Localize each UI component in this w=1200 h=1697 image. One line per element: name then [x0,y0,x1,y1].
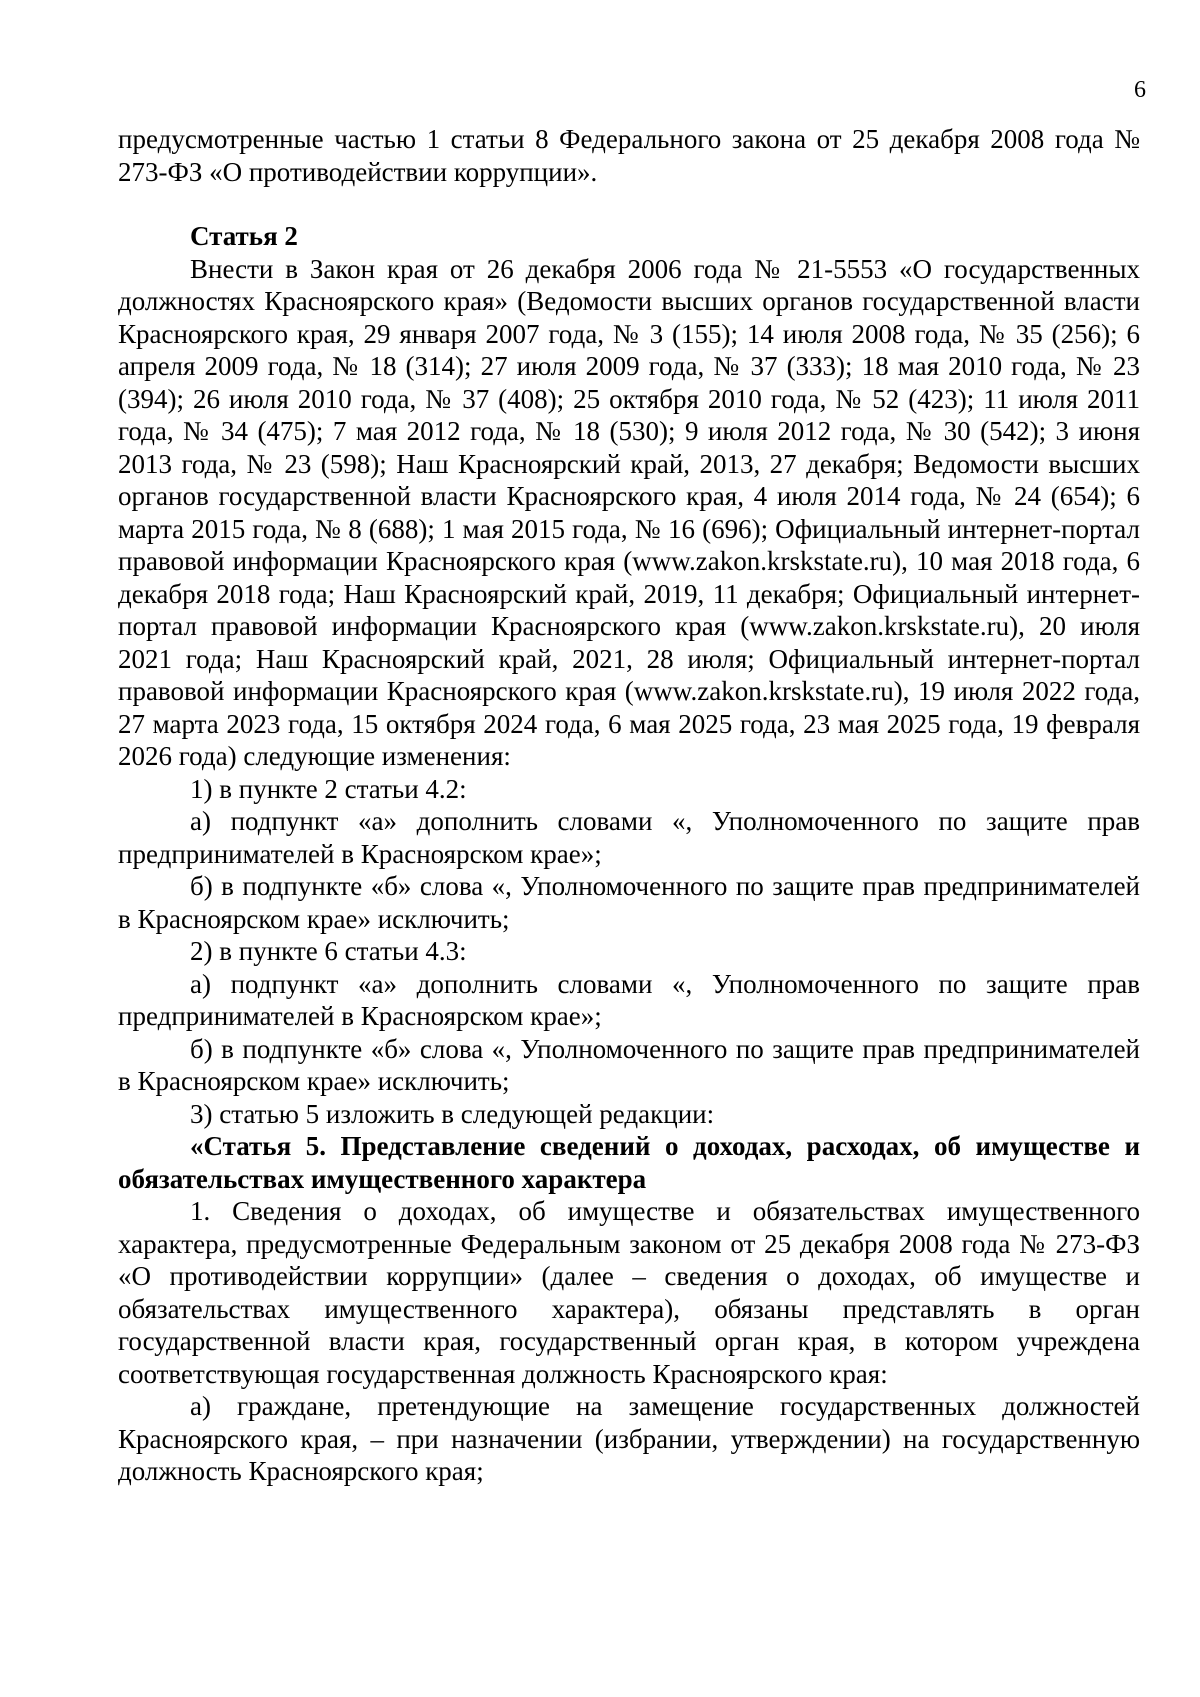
page-number: 6 [1134,77,1146,103]
article-2-heading: Статья 2 [190,221,298,251]
item-3: 3) статью 5 изложить в следующей редакции: [190,1098,715,1129]
item-2-b: б) в подпункте «б» слова «, Уполномоченного по защите прав предпринимателей в Красноярском крае» исключить; [118,1033,1140,1096]
item-2-a: а) подпункт «а» дополнить словами «, Уполномоченного по защите прав предпринимателей в Красноярском крае»; [118,968,1140,1031]
document-body [118,123,1140,1488]
article-5-point-1-a: а) граждане, претендующие на замещение государственных должностей Красноярского края, – при назначении (избрании, утверждении) на государственную должность Красноярского края; [118,1391,1140,1486]
article-2-intro: Внести в Закон края от 26 декабря 2006 года № 21-5553 «О государственных должностях Красноярского края» (Ведомости высших органов государственной власти Красноярского края, 29 января 2007 года, № 3 (155); 14 июля 2008 года, № 35 (256); 6 апреля 2009 года, № 18 (314); 27 июля 2009 года, № 37 (333); 18 мая 2010 года, № 23 (394); 26 июля 2010 года, № 37 (408); 25 октября 2010 года, № 52 (423); 11 июля 2011 года, № 34 (475); 7 мая 2012 года, № 18 (530); 9 июля 2012 года, № 30 (542); 3 июня 2013 года, № 23 (598); Наш Красноярский край, 2013, 27 декабря; Ведомости высших органов государственной власти Красноярского края, 4 июля 2014 года, № 24 (654); 6 марта 2015 года, № 8 (688); 1 мая 2015 года, № 16 (696); Официальный интернет-портал правовой информации Красноярского края (www.zakon.krskstate.ru), 10 мая 2018 года, 6 декабря 2018 года; Наш Красноярский край, 2019, 11 декабря; Официальный интернет-портал правовой информации Красноярского края (www.zakon.krskstate.ru), 20 июля 2021 года; Наш Красноярский край, 2021, 28 июля; Официальный интернет-портал правовой информации Красноярского края (www.zakon.krskstate.ru), 19 июля 2022 года, 27 марта 2023 года, 15 октября 2024 года, 6 мая 2025 года, 23 мая 2025 года, 19 февраля 2026 года) следующие изменения: [118,253,1140,771]
paragraph-continuation: предусмотренные частью 1 статьи 8 Федерального закона от 25 декабря 2008 года № 273-ФЗ «О противодействии коррупции». [118,124,1140,187]
item-1: 1) в пункте 2 статьи 4.2: [190,773,467,804]
item-2: 2) в пункте 6 статьи 4.3: [190,936,467,966]
item-1-a: а) подпункт «а» дополнить словами «, Уполномоченного по защите прав предпринимателей в Красноярском крае»; [118,806,1140,869]
article-5-point-1: 1. Сведения о доходах, об имуществе и обязательствах имущественного характера, предусмотренные Федеральным законом от 25 декабря 2008 года № 273-ФЗ «О противодействии коррупции» (далее – сведения о доходах, об имуществе и обязательствах имущественного характера), обязаны представлять в орган государственной власти края, государственный орган края, в котором учреждена соответствующая государственная должность Красноярского края: [118,1196,1140,1389]
item-1-b: б) в подпункте «б» слова «, Уполномоченного по защите прав предпринимателей в Красноярском крае» исключить; [118,871,1140,934]
article-5-heading: «Статья 5. Представление сведений о доходах, расходах, об имуществе и обязательствах имущественного характера [118,1131,1140,1194]
